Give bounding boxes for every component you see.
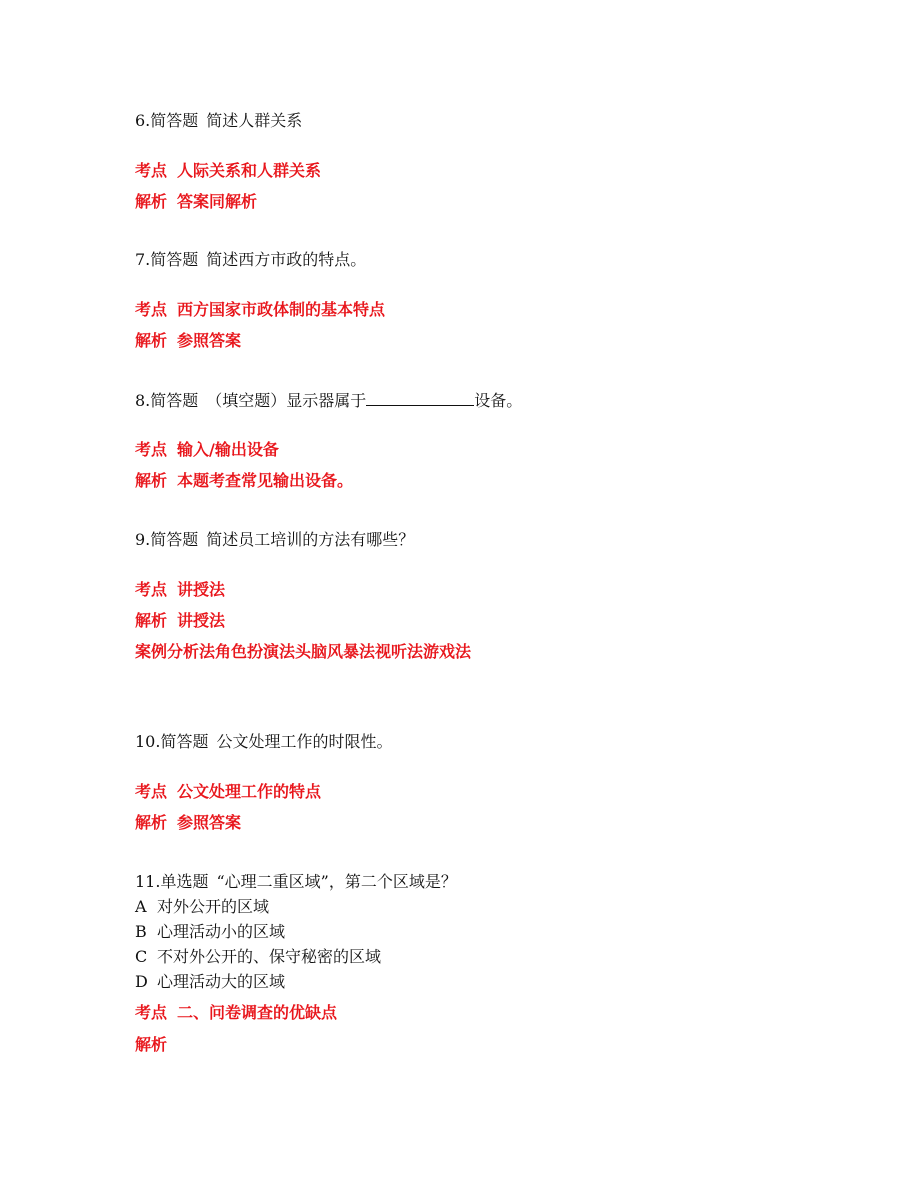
question-number: 6. (135, 111, 151, 130)
jiexi-11 (135, 1034, 177, 1056)
question-type: 简答题 (150, 250, 199, 269)
jiexi-text: 讲授法 (177, 611, 226, 630)
question-text: （填空题）显示器属于 (206, 391, 367, 410)
jiexi-9-continued (135, 641, 471, 663)
question-number: 10. (135, 732, 161, 751)
jiexi-text: 参照答案 (177, 331, 242, 350)
kaodian-6 (135, 160, 321, 182)
question-number: 7. (135, 250, 151, 269)
question-text: 简述人群关系 (206, 111, 303, 130)
jiexi-label: 解析 (135, 331, 168, 350)
jiexi-6 (135, 191, 257, 213)
jiexi-text: 案例分析法角色扮演法头脑风暴法视听法游戏法 (135, 642, 472, 661)
question-text-after: 设备。 (474, 391, 523, 410)
jiexi-label: 解析 (135, 611, 168, 630)
jiexi-9 (135, 610, 225, 632)
kaodian-label: 考点 (135, 580, 168, 599)
kaodian-text: 公文处理工作的特点 (177, 782, 322, 801)
fill-in-blank (366, 391, 474, 406)
option-b (135, 921, 285, 943)
option-c (135, 946, 381, 968)
option-a (135, 896, 269, 918)
question-6 (135, 110, 302, 132)
kaodian-label: 考点 (135, 300, 168, 319)
question-number: 11. (135, 872, 161, 891)
question-11 (135, 871, 457, 893)
option-letter: B (135, 922, 147, 941)
question-type: 单选题 (160, 872, 209, 891)
option-text: 对外公开的区域 (157, 897, 270, 916)
kaodian-label: 考点 (135, 782, 168, 801)
question-10 (135, 731, 392, 753)
kaodian-label: 考点 (135, 440, 168, 459)
option-letter: D (135, 972, 148, 991)
jiexi-label: 解析 (135, 192, 168, 211)
option-d (135, 971, 285, 993)
kaodian-text: 人际关系和人群关系 (177, 161, 322, 180)
kaodian-text: 输入/输出设备 (177, 440, 279, 459)
question-8 (135, 390, 522, 412)
question-text: 公文处理工作的时限性。 (216, 732, 393, 751)
jiexi-label: 解析 (135, 471, 168, 490)
kaodian-label: 考点 (135, 1003, 168, 1022)
jiexi-text: 参照答案 (177, 813, 242, 832)
kaodian-10 (135, 781, 321, 803)
kaodian-8 (135, 439, 279, 461)
kaodian-label: 考点 (135, 161, 168, 180)
option-letter: A (135, 897, 147, 916)
question-text: 简述员工培训的方法有哪些？ (206, 530, 415, 549)
jiexi-label: 解析 (135, 1035, 168, 1054)
kaodian-text: 西方国家市政体制的基本特点 (177, 300, 386, 319)
question-type: 简答题 (150, 111, 199, 130)
jiexi-text: 答案同解析 (177, 192, 258, 211)
question-number: 9. (135, 530, 151, 549)
jiexi-label: 解析 (135, 813, 168, 832)
kaodian-9 (135, 579, 225, 601)
question-9 (135, 529, 414, 551)
option-text: 不对外公开的、保守秘密的区域 (157, 947, 382, 966)
option-text: 心理活动大的区域 (157, 972, 286, 991)
question-type: 简答题 (150, 391, 199, 410)
jiexi-10 (135, 812, 241, 834)
question-7 (135, 249, 366, 271)
kaodian-text: 讲授法 (177, 580, 226, 599)
kaodian-text: 二、问卷调查的优缺点 (177, 1003, 338, 1022)
question-number: 8. (135, 391, 151, 410)
question-text: 简述西方市政的特点。 (206, 250, 367, 269)
option-text: 心理活动小的区域 (157, 922, 286, 941)
kaodian-7 (135, 299, 385, 321)
kaodian-11 (135, 1002, 337, 1024)
jiexi-7 (135, 330, 241, 352)
question-text: “心理二重区域”，第二个区域是？ (216, 872, 457, 891)
option-letter: C (135, 947, 148, 966)
question-type: 简答题 (160, 732, 209, 751)
jiexi-text: 本题考查常见输出设备。 (177, 471, 354, 490)
jiexi-8 (135, 470, 353, 492)
question-type: 简答题 (150, 530, 199, 549)
